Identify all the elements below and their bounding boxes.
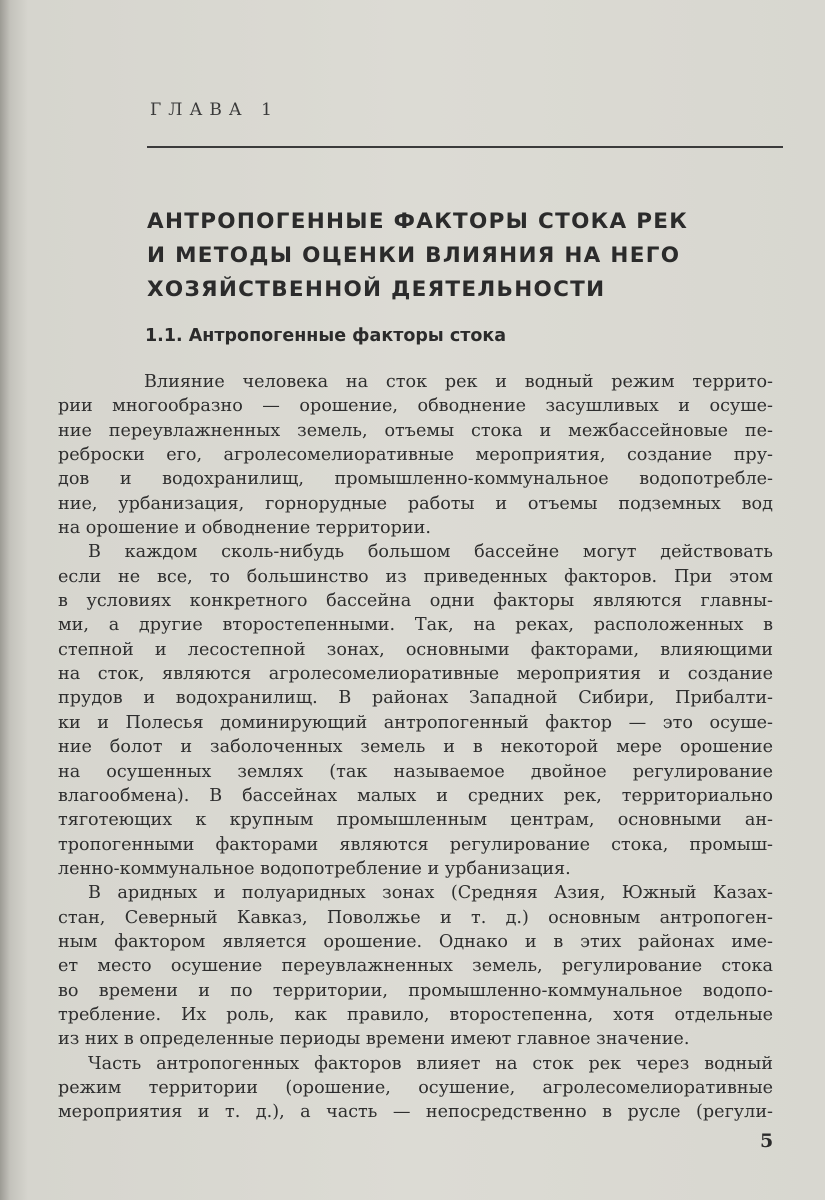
text-line: ние, урбанизация, горнорудные работы и отъемы подземных вод <box>58 493 773 514</box>
text-line: дов и водохранилищ, промышленно-коммунальное водопотребле- <box>58 469 773 490</box>
text-line: ет место осушение переувлажненных земель, регулирование стока <box>58 956 773 977</box>
text-line: степной и лесостепной зонах, основными факторами, влияющими <box>58 639 773 660</box>
text-line: во времени и по территории, промышленно-коммунальное водопо- <box>58 980 773 1001</box>
body-text <box>58 370 773 1125</box>
text-line: на сток, являются агролесомелиоративные мероприятия и создание <box>58 664 773 685</box>
chapter-title-line: ХОЗЯЙСТВЕННОЙ ДЕЯТЕЛЬНОСТИ <box>147 277 606 302</box>
text-line: ние болот и заболоченных земель и в некоторой мере орошение <box>58 737 773 758</box>
text-line: из них в определенные периоды времени имеют главное значение. <box>58 1029 690 1050</box>
text-line: реброски его, агролесомелиоративные мероприятия, создание пру- <box>58 445 773 466</box>
text-line: ки и Полесья доминирующий антропогенный фактор — это осуше- <box>58 712 773 733</box>
text-line: В аридных и полуаридных зонах (Средняя Азия, Южный Казах- <box>88 883 773 904</box>
text-line: влагообмена). В бассейнах малых и средних рек, территориально <box>58 785 773 806</box>
text-line: ми, а другие второстепенными. Так, на реках, расположенных в <box>58 615 773 636</box>
text-line: тропогенными факторами являются регулирование стока, промыш- <box>58 834 773 855</box>
text-line: мероприятия и т. д.), а часть — непосредственно в русле (регули- <box>58 1102 773 1123</box>
text-line: в условиях конкретного бассейна одни факторы являются главны- <box>58 591 773 612</box>
text-line: В каждом сколь-нибудь большом бассейне могут действовать <box>88 542 773 563</box>
text-line: рии многообразно — орошение, обводнение засушливых и осуше- <box>58 396 773 417</box>
chapter-divider <box>147 146 783 148</box>
chapter-label: ГЛАВА 1 <box>150 100 279 120</box>
text-line: тяготеющих к крупным промышленным центрам, основными ан- <box>58 810 773 831</box>
text-line: стан, Северный Кавказ, Поволжье и т. д.) основным антропоген- <box>58 907 773 928</box>
chapter-title <box>147 205 688 307</box>
text-line: на орошение и обводнение территории. <box>58 518 431 539</box>
text-line: на осушенных землях (так называемое двойное регулирование <box>58 761 773 782</box>
text-line: ленно-коммунальное водопотребление и урбанизация. <box>58 858 571 879</box>
chapter-title-line: И МЕТОДЫ ОЦЕНКИ ВЛИЯНИЯ НА НЕГО <box>147 243 681 268</box>
text-line: режим территории (орошение, осушение, агролесомелиоративные <box>58 1077 773 1098</box>
text-line: если не все, то большинство из приведенных факторов. При этом <box>58 566 773 587</box>
text-line: ние переувлажненных земель, отъемы стока и межбассейновые пе- <box>58 420 773 441</box>
text-line: Влияние человека на сток рек и водный режим террито- <box>144 372 773 392</box>
text-line: Часть антропогенных факторов влияет на сток рек через водный <box>88 1053 773 1074</box>
text-line: прудов и водохранилищ. В районах Западной Сибири, Прибалти- <box>58 688 773 709</box>
chapter-title-line: АНТРОПОГЕННЫЕ ФАКТОРЫ СТОКА РЕК <box>147 209 689 234</box>
page-number: 5 <box>760 1130 774 1152</box>
text-line: ным фактором является орошение. Однако и в этих районах име- <box>58 931 773 952</box>
section-heading: 1.1. Антропогенные факторы стока <box>145 326 507 346</box>
text-line: требление. Их роль, как правило, второстепенна, хотя отдельные <box>58 1004 773 1025</box>
